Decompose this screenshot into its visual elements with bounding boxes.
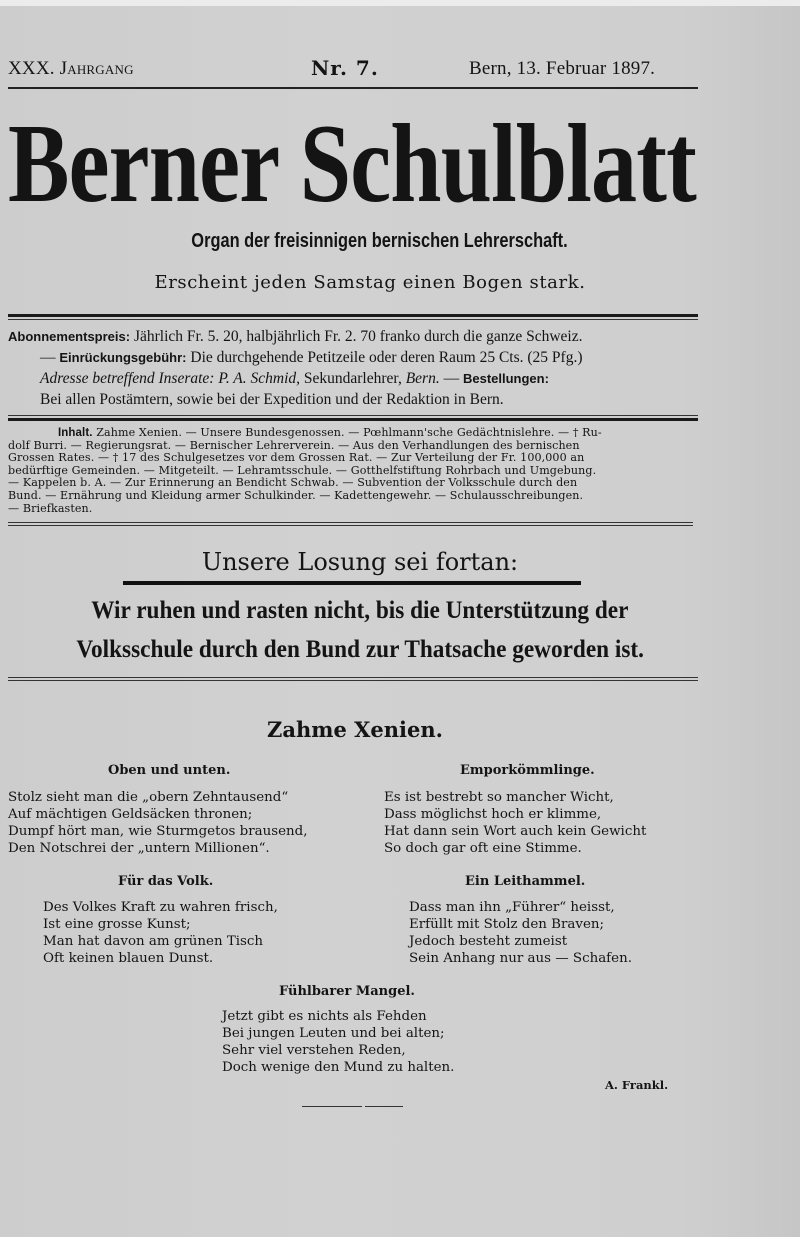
poem-title: Ein Leithammel. [465, 874, 586, 889]
contents-line: — Kappelen b. A. — Zur Erinnerung an Bendicht Schwab. — Subvention der Volksschule durch den [8, 476, 578, 490]
contents-line: — Briefkasten. [8, 501, 93, 515]
contents-line: bedürftige Gemeinden. — Mitgeteilt. — Lehramtsschule. — Gotthelfstiftung Rohrbach und Umgebung. [8, 463, 597, 477]
table-of-contents [8, 427, 698, 515]
poem-body [8, 789, 308, 857]
address-label: Adresse betreffend Inserate: [40, 370, 215, 387]
issue-number: Nr. 7. [311, 56, 379, 80]
poem-line: Bei jungen Leuten und bei alten; [222, 1026, 445, 1041]
contents-line: Grossen Rates. — † 17 des Schulgesetzes vor dem Grossen Rat. — Zur Verteilung der Fr. 100,000 an [8, 451, 585, 465]
double-rule [8, 522, 693, 526]
scan-edge [0, 0, 800, 6]
poem-line: So doch gar oft eine Stimme. [384, 841, 582, 856]
publication-frequency: Erscheint jeden Samstag einen Bogen stark. [154, 272, 586, 293]
poem-line: Doch wenige den Mund zu halten. [222, 1060, 455, 1075]
masthead-title: Berner Schulblatt [8, 102, 696, 226]
article-title: Zahme Xenien. [267, 717, 443, 742]
poem-line: Den Notschrei der „untern Millionen“. [8, 841, 270, 856]
poem-line: Oft keinen blauen Dunst. [43, 951, 214, 966]
poem-line: Stolz sieht man die „obern Zehntausend“ [8, 790, 289, 805]
address-name: P. A. Schmid, [218, 370, 301, 387]
poem-body [384, 789, 646, 857]
address-role: Sekundarlehrer, [303, 370, 402, 387]
poem-line: Sein Anhang nur aus — Schafen. [409, 951, 632, 966]
author-signature: A. Frankl. [605, 1078, 669, 1092]
slogan-underline [123, 581, 581, 585]
separator-rule [365, 1106, 403, 1107]
poem-title: Für das Volk. [118, 874, 214, 889]
poem-line: Man hat davon am grünen Tisch [43, 934, 264, 949]
insertion-text: Die durchgehende Petitzeile oder deren Raum 25 Cts. (25 Pfg.) [190, 349, 583, 366]
address-city: Bern. [405, 370, 440, 387]
orders-text: Bei allen Postämtern, sowie bei der Expedition und der Redaktion in Bern. [40, 391, 504, 408]
poem-line: Auf mächtigen Geldsäcken thronen; [8, 807, 253, 822]
separator-rule [302, 1106, 362, 1107]
poem-line: Erfüllt mit Stolz den Braven; [409, 917, 605, 932]
slogan-line-1: Wir ruhen und rasten nicht, bis die Unterstützung der [91, 597, 629, 624]
header-rule [8, 87, 698, 89]
volume-label: XXX. Jahrgang [8, 58, 134, 79]
double-rule [8, 415, 698, 421]
double-rule [8, 314, 698, 320]
poem-line: Es ist bestrebt so mancher Wicht, [384, 790, 614, 805]
orders-label: Bestellungen: [462, 371, 549, 386]
poem-line: Des Volkes Kraft zu wahren frisch, [43, 900, 278, 915]
poem-line: Jedoch besteht zumeist [409, 934, 568, 949]
poem-body [222, 1008, 454, 1076]
poem-title: Oben und unten. [108, 763, 231, 778]
poem-line: Jetzt gibt es nichts als Fehden [222, 1009, 427, 1024]
price-text: Jährlich Fr. 5. 20, halbjährlich Fr. 2. 70 franko durch die ganze Schweiz. [133, 328, 583, 345]
poem-line: Sehr viel verstehen Reden, [222, 1043, 406, 1058]
contents-line: Bund. — Ernährung und Kleidung armer Schulkinder. — Kadettengewehr. — Schulausschreibungen. [8, 488, 584, 502]
subscription-line-3: Adresse betreffend Inserate: P. A. Schmid, Sekundarlehrer, Bern. — Bestellungen: [40, 370, 549, 387]
poem-title: Fühlbarer Mangel. [279, 984, 415, 999]
poem-line: Dass man ihn „Führer“ heisst, [409, 900, 615, 915]
slogan-heading: Unsere Losung sei fortan: [201, 548, 519, 576]
poem-line: Ist eine grosse Kunst; [43, 917, 191, 932]
poem-line: Dass möglichst hoch er klimme, [384, 807, 602, 822]
contents-line: Inhalt. Zahme Xenien. — Unsere Bundesgenossen. — Pœhlmann'sche Gedächtnislehre. — † Ru- [8, 427, 698, 440]
masthead-subtitle: Organ der freisinnigen bernischen Lehrerschaft. [191, 230, 569, 252]
price-label: Abonnementspreis: [8, 329, 131, 344]
poem-line: Dumpf hört man, wie Sturmgetos brausend, [8, 824, 308, 839]
subscription-line-1 [8, 326, 698, 348]
poem-body [43, 899, 278, 967]
place-date: Bern, 13. Februar 1897. [469, 58, 656, 79]
contents-label: Inhalt. [58, 427, 93, 439]
subscription-line-2: — Einrückungsgebühr: Die durchgehende Petitzeile oder deren Raum 25 Cts. (25 Pfg.) [40, 349, 583, 366]
poem-body [409, 899, 632, 967]
subscription-line-4 [40, 389, 700, 411]
double-rule [8, 677, 698, 681]
insertion-label: Einrückungsgebühr: [59, 350, 187, 365]
slogan-line-2: Volksschule durch den Bund zur Thatsache geworden ist. [76, 636, 644, 663]
poem-title: Emporkömmlinge. [460, 763, 595, 778]
poem-line: Hat dann sein Wort auch kein Gewicht [384, 824, 647, 839]
contents-line: dolf Burri. — Regierungsrat. — Bernischer Lehrerverein. — Aus den Verhandlungen des bernischen [8, 438, 580, 452]
